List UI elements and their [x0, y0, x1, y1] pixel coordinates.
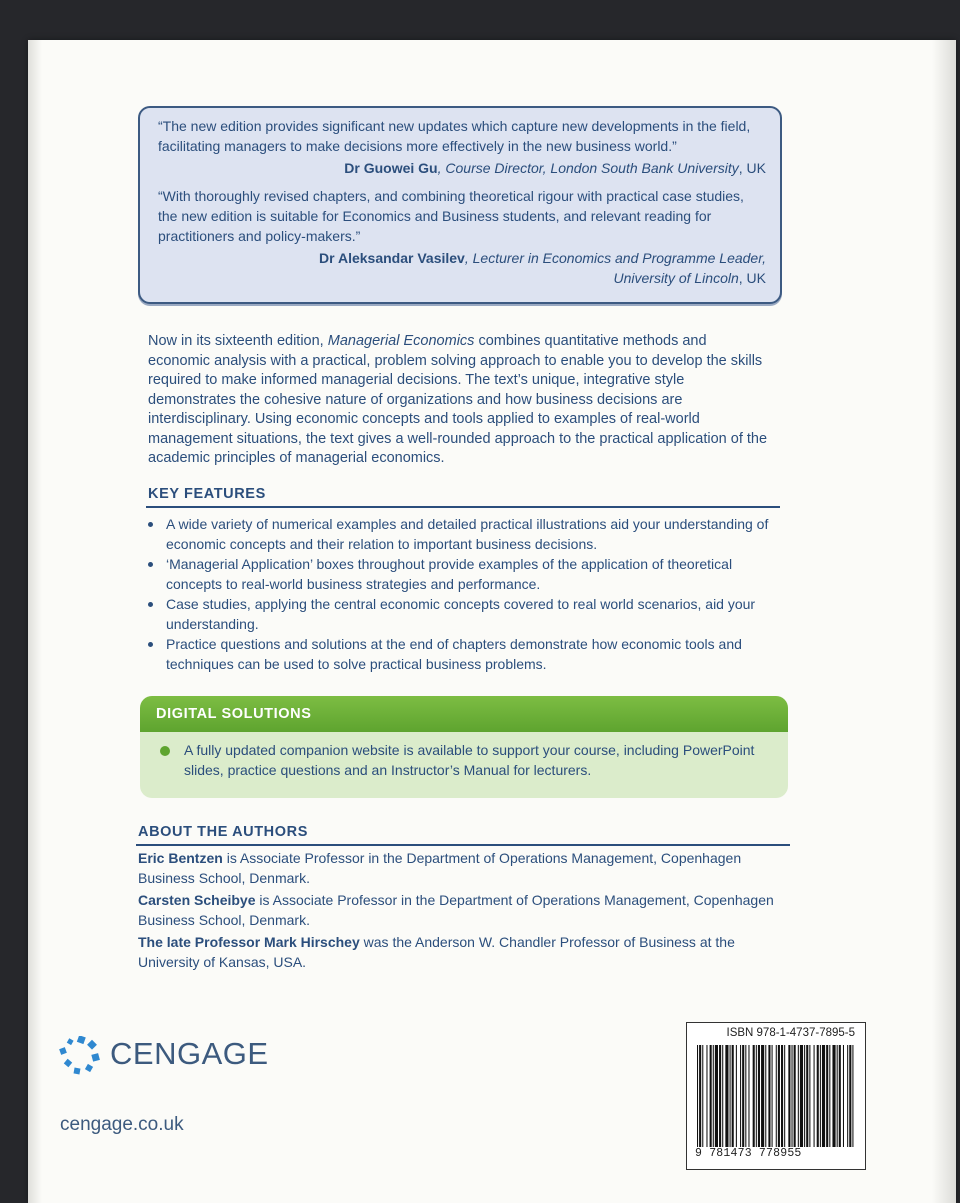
barcode-bar [843, 1045, 844, 1147]
barcode-bar [794, 1045, 796, 1147]
bullet-icon [148, 602, 153, 607]
barcode-bar [788, 1045, 790, 1147]
barcode-bar [784, 1045, 785, 1147]
barcode-bar [742, 1045, 744, 1147]
barcode-bar [761, 1045, 764, 1147]
barcode-bar [745, 1045, 746, 1147]
quote-country-1: , UK [738, 160, 766, 176]
quote-attribution-2 [158, 248, 766, 288]
about-authors-rule [136, 844, 790, 846]
barcode-bar [809, 1045, 810, 1147]
book-title: Managerial Economics [327, 333, 475, 349]
book-back-cover [28, 40, 956, 1203]
digital-solutions-item: A fully updated companion website is available to support your course, including PowerPoint slides, practice questions and an Instructor’s Manual for lecturers. [184, 742, 755, 778]
bullet-icon [148, 522, 153, 527]
barcode-bar [849, 1045, 851, 1147]
barcode-bar [772, 1045, 773, 1147]
feature-item: Case studies, applying the central economic concepts covered to real world scenarios, aid your understanding. [146, 594, 786, 634]
barcode-bar [736, 1045, 737, 1147]
barcode-bar [756, 1045, 757, 1147]
barcode-bar [725, 1045, 728, 1147]
barcode-bar [814, 1045, 815, 1147]
barcode-bar [776, 1045, 777, 1147]
barcode-bar [702, 1045, 703, 1147]
book-description [148, 332, 768, 469]
key-features-heading: KEY FEATURES [148, 486, 266, 502]
quote-author-1: Dr Guowei Gu [344, 160, 438, 176]
cengage-logo-icon [58, 1036, 102, 1076]
barcode-bar [722, 1045, 723, 1147]
intro-before: Now in its sixteenth edition, [148, 333, 328, 349]
quote-attribution-1 [158, 158, 766, 178]
barcode-bar [847, 1045, 848, 1147]
author-name: Carsten Scheibye [138, 892, 256, 908]
quote-role-2-line2: University of Lincoln [613, 270, 739, 286]
feature-item: ‘Managerial Application’ boxes throughout provide examples of the application of theoretical concepts to real-world business strategies and performance. [146, 554, 786, 594]
key-features-list [146, 514, 786, 674]
barcode-bar [822, 1045, 825, 1147]
author-name: Eric Bentzen [138, 850, 223, 866]
barcode-bar [820, 1045, 821, 1147]
intro-after: combines quantitative methods and economic analysis with a practical, problem solving approach to enable you to develop the skills required to make informed managerial decisions. The text’s unique, integrative style demonstrates the cohesive nature of organizations and how business decisions are interdisciplinary. Using economic concepts and tools applied to examples of real-world management situations, the text gives a well-rounded approach to the practical application of the academic principles of managerial economics. [148, 333, 768, 466]
digital-solutions-heading: DIGITAL SOLUTIONS [140, 696, 788, 732]
barcode-bar [829, 1045, 830, 1147]
quote-role-1: , Course Director, London South Bank University [437, 160, 739, 176]
bullet-icon [148, 642, 153, 647]
barcode-bar [732, 1045, 734, 1147]
barcode-bar [826, 1045, 828, 1147]
barcode-bar [765, 1045, 766, 1147]
barcode-bar [715, 1045, 718, 1147]
quote-text-1: “The new edition provides significant new updates which capture new developments in the field, facilitating managers to make decisions more effectively in the new business world.” [158, 118, 751, 154]
publisher-website: cengage.co.uk [60, 1114, 184, 1135]
author-entry: Carsten Scheibye is Associate Professor in the Department of Operations Management, Copenhagen Business School, Denmark. [138, 892, 774, 928]
author-name: The late Professor Mark Hirschey [138, 934, 360, 950]
barcode-bar [804, 1045, 805, 1147]
quote-country-2: , UK [738, 270, 766, 286]
barcode-bars [695, 1045, 855, 1147]
barcode-bar [837, 1045, 838, 1147]
barcode-bar [740, 1045, 741, 1147]
barcode-bar [697, 1045, 698, 1147]
cengage-logo-text: CENGAGE [110, 1036, 269, 1071]
digital-solutions-box [140, 696, 788, 798]
barcode-bar [710, 1045, 712, 1147]
feature-item: Practice questions and solutions at the end of chapters demonstrate how economic tools and techniques can be used to solve practical business problems. [146, 634, 786, 674]
cover-edge-shadow-right [932, 40, 956, 1203]
key-features-rule [146, 506, 780, 508]
barcode-bar [781, 1045, 783, 1147]
quote-author-2: Dr Aleksandar Vasilev [319, 250, 465, 266]
barcode-bar [730, 1045, 731, 1147]
quote-role-2: , Lecturer in Economics and Programme Leader, [464, 250, 766, 266]
endorsement-quotes-box [138, 106, 782, 304]
bullet-icon [148, 562, 153, 567]
barcode-bar [706, 1045, 707, 1147]
barcode-bar [839, 1045, 841, 1147]
barcode-bar [832, 1045, 835, 1147]
feature-item: A wide variety of numerical examples and detailed practical illustrations aid your understanding of economic concepts and their relation to important business decisions. [146, 514, 786, 554]
authors-list [138, 848, 788, 974]
cengage-logo [58, 1030, 278, 1080]
barcode-bar [699, 1045, 701, 1147]
barcode-digits: 9 781473 778955 [695, 1147, 802, 1160]
barcode-bar [753, 1045, 755, 1147]
barcode-bar [719, 1045, 721, 1147]
barcode-bar [748, 1045, 749, 1147]
barcode-bar [817, 1045, 819, 1147]
barcode-bar [800, 1045, 803, 1147]
author-entry: The late Professor Mark Hirschey was the Anderson W. Chandler Professor of Business at the University of Kansas, USA. [138, 934, 735, 970]
quote-text-2: “With thoroughly revised chapters, and combining theoretical rigour with practical case studies, the new edition is suitable for Economics and Business students, and relevant reading for practitioners and policy-makers.” [158, 188, 744, 244]
green-bullet-icon [160, 746, 170, 756]
barcode-bar [798, 1045, 799, 1147]
barcode-bar [792, 1045, 793, 1147]
digital-solutions-body [140, 732, 788, 780]
barcode-bar [852, 1045, 853, 1147]
barcode-bar [778, 1045, 780, 1147]
barcode-bar [806, 1045, 808, 1147]
barcode-bar [713, 1045, 714, 1147]
barcode-bar [758, 1045, 760, 1147]
isbn-number: ISBN 978-1-4737-7895-5 [726, 1027, 855, 1039]
author-entry: Eric Bentzen is Associate Professor in the Department of Operations Management, Copenhagen Business School, Denmark. [138, 850, 742, 886]
cover-edge-shadow-left [28, 40, 42, 1203]
isbn-barcode [686, 1022, 866, 1170]
about-authors-heading: ABOUT THE AUTHORS [138, 824, 308, 840]
barcode-bar [768, 1045, 770, 1147]
